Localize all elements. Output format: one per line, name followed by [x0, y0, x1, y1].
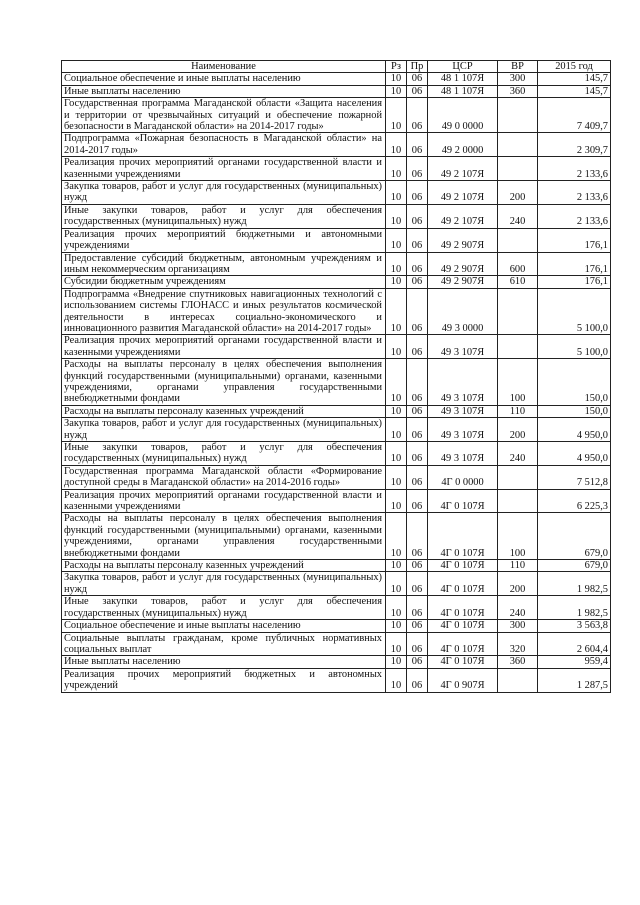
row-csr-cell: 4Г 0 107Я	[428, 489, 498, 513]
row-vr-cell	[498, 489, 538, 513]
row-pr-cell: 06	[407, 513, 428, 560]
table-row	[62, 632, 611, 656]
row-csr-cell: 4Г 0 0000	[428, 465, 498, 489]
table-row	[62, 489, 611, 513]
row-csr-cell: 49 3 107Я	[428, 405, 498, 417]
row-rz-cell: 10	[386, 73, 407, 85]
row-vr-cell: 300	[498, 73, 538, 85]
row-amount-cell: 150,0	[538, 405, 611, 417]
row-csr-cell: 49 3 107Я	[428, 442, 498, 466]
row-name-cell: Расходы на выплаты персоналу в целях обеспечения выполнения функций государственными (муниципальными) органами, казенными учреждениями, органами управления государственными внебюджетными фондами	[62, 513, 386, 560]
row-name-cell: Государственная программа Магаданской области «Защита населения и территории от чрезвычайных ситуаций и обеспечение пожарной безопасности в Магаданской области» на 2014-2017 годы»	[62, 98, 386, 133]
row-vr-cell: 100	[498, 513, 538, 560]
table-row	[62, 513, 611, 560]
row-pr-cell: 06	[407, 157, 428, 181]
row-rz-cell: 10	[386, 418, 407, 442]
table-row	[62, 252, 611, 276]
row-csr-cell: 49 3 0000	[428, 288, 498, 335]
table-row	[62, 418, 611, 442]
row-amount-cell: 145,7	[538, 85, 611, 97]
row-amount-cell: 4 950,0	[538, 418, 611, 442]
row-rz-cell: 10	[386, 656, 407, 668]
row-csr-cell: 4Г 0 107Я	[428, 620, 498, 632]
row-csr-cell: 49 3 107Я	[428, 335, 498, 359]
row-pr-cell: 06	[407, 668, 428, 692]
row-pr-cell: 06	[407, 288, 428, 335]
row-name-cell: Закупка товаров, работ и услуг для государственных (муниципальных) нужд	[62, 181, 386, 205]
header-vr: ВР	[498, 61, 538, 73]
row-pr-cell: 06	[407, 359, 428, 406]
row-name-cell: Социальные выплаты гражданам, кроме публичных нормативных социальных выплат	[62, 632, 386, 656]
row-csr-cell: 48 1 107Я	[428, 73, 498, 85]
table-row	[62, 98, 611, 133]
row-name-cell: Подпрограмма «Пожарная безопасность в Магаданской области» на 2014-2017 годы»	[62, 133, 386, 157]
row-rz-cell: 10	[386, 668, 407, 692]
row-vr-cell	[498, 288, 538, 335]
row-rz-cell: 10	[386, 596, 407, 620]
row-rz-cell: 10	[386, 442, 407, 466]
table-row	[62, 157, 611, 181]
row-amount-cell: 2 133,6	[538, 181, 611, 205]
row-rz-cell: 10	[386, 204, 407, 228]
row-csr-cell: 4Г 0 107Я	[428, 513, 498, 560]
row-pr-cell: 06	[407, 418, 428, 442]
row-rz-cell: 10	[386, 157, 407, 181]
row-vr-cell	[498, 133, 538, 157]
row-rz-cell: 10	[386, 513, 407, 560]
row-amount-cell: 959,4	[538, 656, 611, 668]
row-name-cell: Реализация прочих мероприятий органами государственной власти и казенными учреждениями	[62, 335, 386, 359]
row-amount-cell: 7 409,7	[538, 98, 611, 133]
row-vr-cell	[498, 228, 538, 252]
row-vr-cell: 240	[498, 442, 538, 466]
row-vr-cell	[498, 98, 538, 133]
row-csr-cell: 49 3 107Я	[428, 418, 498, 442]
row-amount-cell: 176,1	[538, 228, 611, 252]
row-name-cell: Иные закупки товаров, работ и услуг для обеспечения государственных (муниципальных) нужд	[62, 204, 386, 228]
row-csr-cell: 49 2 907Я	[428, 228, 498, 252]
row-rz-cell: 10	[386, 133, 407, 157]
row-vr-cell: 600	[498, 252, 538, 276]
row-name-cell: Социальное обеспечение и иные выплаты населению	[62, 620, 386, 632]
row-vr-cell: 360	[498, 656, 538, 668]
header-pr: Пр	[407, 61, 428, 73]
row-name-cell: Закупка товаров, работ и услуг для государственных (муниципальных) нужд	[62, 572, 386, 596]
row-rz-cell: 10	[386, 572, 407, 596]
row-vr-cell	[498, 335, 538, 359]
row-pr-cell: 06	[407, 560, 428, 572]
table-row	[62, 442, 611, 466]
row-vr-cell: 240	[498, 596, 538, 620]
row-csr-cell: 49 2 107Я	[428, 181, 498, 205]
table-row	[62, 572, 611, 596]
header-name: Наименование	[62, 61, 386, 73]
row-pr-cell: 06	[407, 620, 428, 632]
table-header-row	[62, 61, 611, 73]
table-row	[62, 288, 611, 335]
header-rz: Рз	[386, 61, 407, 73]
row-csr-cell: 4Г 0 107Я	[428, 572, 498, 596]
table-row	[62, 276, 611, 288]
row-amount-cell: 4 950,0	[538, 442, 611, 466]
table-row	[62, 668, 611, 692]
table-row	[62, 405, 611, 417]
row-vr-cell: 200	[498, 418, 538, 442]
row-pr-cell: 06	[407, 228, 428, 252]
row-pr-cell: 06	[407, 442, 428, 466]
row-pr-cell: 06	[407, 98, 428, 133]
row-vr-cell: 240	[498, 204, 538, 228]
table-row	[62, 85, 611, 97]
table-row	[62, 228, 611, 252]
row-pr-cell: 06	[407, 465, 428, 489]
row-rz-cell: 10	[386, 181, 407, 205]
table-row	[62, 133, 611, 157]
row-csr-cell: 4Г 0 107Я	[428, 560, 498, 572]
row-pr-cell: 06	[407, 181, 428, 205]
row-csr-cell: 4Г 0 107Я	[428, 596, 498, 620]
row-pr-cell: 06	[407, 85, 428, 97]
row-pr-cell: 06	[407, 632, 428, 656]
row-name-cell: Подпрограмма «Внедрение спутниковых навигационных технологий с использованием системы ГЛОНАСС и иных результатов космической деятельности в интересах социально-экономического и инновационного развития Магаданской области» на 2014-2017 годы»	[62, 288, 386, 335]
row-amount-cell: 145,7	[538, 73, 611, 85]
table-row	[62, 73, 611, 85]
row-rz-cell: 10	[386, 560, 407, 572]
row-name-cell: Расходы на выплаты персоналу в целях обеспечения выполнения функций государственными (муниципальными) органами, казенными учреждениями, органами управления государственными внебюджетными фондами	[62, 359, 386, 406]
row-csr-cell: 49 2 107Я	[428, 157, 498, 181]
row-rz-cell: 10	[386, 465, 407, 489]
row-csr-cell: 49 0 0000	[428, 98, 498, 133]
table-row	[62, 204, 611, 228]
row-name-cell: Иные закупки товаров, работ и услуг для обеспечения государственных (муниципальных) нужд	[62, 442, 386, 466]
row-name-cell: Расходы на выплаты персоналу казенных учреждений	[62, 405, 386, 417]
row-amount-cell: 2 133,6	[538, 157, 611, 181]
row-csr-cell: 49 2 0000	[428, 133, 498, 157]
row-pr-cell: 06	[407, 204, 428, 228]
row-name-cell: Иные выплаты населению	[62, 85, 386, 97]
table-row	[62, 596, 611, 620]
row-rz-cell: 10	[386, 85, 407, 97]
row-pr-cell: 06	[407, 572, 428, 596]
row-rz-cell: 10	[386, 359, 407, 406]
row-csr-cell: 49 2 907Я	[428, 252, 498, 276]
row-vr-cell: 360	[498, 85, 538, 97]
row-csr-cell: 4Г 0 907Я	[428, 668, 498, 692]
table-row	[62, 465, 611, 489]
row-vr-cell: 200	[498, 572, 538, 596]
row-rz-cell: 10	[386, 276, 407, 288]
table-row	[62, 560, 611, 572]
table-row	[62, 359, 611, 406]
row-rz-cell: 10	[386, 252, 407, 276]
row-amount-cell: 679,0	[538, 513, 611, 560]
row-pr-cell: 06	[407, 73, 428, 85]
row-amount-cell: 5 100,0	[538, 335, 611, 359]
table-row	[62, 620, 611, 632]
row-vr-cell	[498, 668, 538, 692]
row-amount-cell: 150,0	[538, 359, 611, 406]
row-vr-cell: 110	[498, 405, 538, 417]
row-amount-cell: 2 133,6	[538, 204, 611, 228]
row-vr-cell: 110	[498, 560, 538, 572]
row-amount-cell: 2 309,7	[538, 133, 611, 157]
row-amount-cell: 176,1	[538, 252, 611, 276]
budget-table	[61, 60, 611, 693]
row-vr-cell: 320	[498, 632, 538, 656]
header-csr: ЦСР	[428, 61, 498, 73]
table-row	[62, 335, 611, 359]
row-rz-cell: 10	[386, 632, 407, 656]
row-pr-cell: 06	[407, 489, 428, 513]
row-amount-cell: 176,1	[538, 276, 611, 288]
row-rz-cell: 10	[386, 405, 407, 417]
row-name-cell: Реализация прочих мероприятий органами государственной власти и казенными учреждениями	[62, 157, 386, 181]
row-rz-cell: 10	[386, 489, 407, 513]
row-name-cell: Государственная программа Магаданской области «Формирование доступной среды в Магаданской области» на 2014-2016 годы»	[62, 465, 386, 489]
table-row	[62, 181, 611, 205]
row-csr-cell: 48 1 107Я	[428, 85, 498, 97]
row-csr-cell: 49 3 107Я	[428, 359, 498, 406]
row-name-cell: Реализация прочих мероприятий бюджетных и автономных учреждений	[62, 668, 386, 692]
row-rz-cell: 10	[386, 620, 407, 632]
document-page	[61, 60, 610, 693]
row-amount-cell: 2 604,4	[538, 632, 611, 656]
row-pr-cell: 06	[407, 656, 428, 668]
row-name-cell: Предоставление субсидий бюджетным, автономным учреждениям и иным некоммерческим организациям	[62, 252, 386, 276]
row-pr-cell: 06	[407, 405, 428, 417]
row-csr-cell: 49 2 907Я	[428, 276, 498, 288]
row-amount-cell: 5 100,0	[538, 288, 611, 335]
row-rz-cell: 10	[386, 288, 407, 335]
row-name-cell: Иные закупки товаров, работ и услуг для обеспечения государственных (муниципальных) нужд	[62, 596, 386, 620]
row-amount-cell: 679,0	[538, 560, 611, 572]
row-amount-cell: 3 563,8	[538, 620, 611, 632]
row-amount-cell: 1 287,5	[538, 668, 611, 692]
row-amount-cell: 7 512,8	[538, 465, 611, 489]
row-vr-cell: 200	[498, 181, 538, 205]
row-amount-cell: 6 225,3	[538, 489, 611, 513]
row-csr-cell: 4Г 0 107Я	[428, 632, 498, 656]
row-rz-cell: 10	[386, 228, 407, 252]
table-row	[62, 656, 611, 668]
row-name-cell: Расходы на выплаты персоналу казенных учреждений	[62, 560, 386, 572]
row-pr-cell: 06	[407, 596, 428, 620]
row-amount-cell: 1 982,5	[538, 596, 611, 620]
row-vr-cell: 100	[498, 359, 538, 406]
row-csr-cell: 49 2 107Я	[428, 204, 498, 228]
row-csr-cell: 4Г 0 107Я	[428, 656, 498, 668]
row-amount-cell: 1 982,5	[538, 572, 611, 596]
row-vr-cell: 300	[498, 620, 538, 632]
row-name-cell: Реализация прочих мероприятий бюджетными и автономными учреждениями	[62, 228, 386, 252]
row-pr-cell: 06	[407, 276, 428, 288]
row-pr-cell: 06	[407, 133, 428, 157]
row-vr-cell	[498, 465, 538, 489]
row-name-cell: Субсидии бюджетным учреждениям	[62, 276, 386, 288]
row-vr-cell	[498, 157, 538, 181]
row-vr-cell: 610	[498, 276, 538, 288]
row-pr-cell: 06	[407, 252, 428, 276]
header-year: 2015 год	[538, 61, 611, 73]
row-name-cell: Социальное обеспечение и иные выплаты населению	[62, 73, 386, 85]
row-pr-cell: 06	[407, 335, 428, 359]
row-name-cell: Иные выплаты населению	[62, 656, 386, 668]
row-rz-cell: 10	[386, 98, 407, 133]
row-name-cell: Реализация прочих мероприятий органами государственной власти и казенными учреждениями	[62, 489, 386, 513]
row-rz-cell: 10	[386, 335, 407, 359]
row-name-cell: Закупка товаров, работ и услуг для государственных (муниципальных) нужд	[62, 418, 386, 442]
